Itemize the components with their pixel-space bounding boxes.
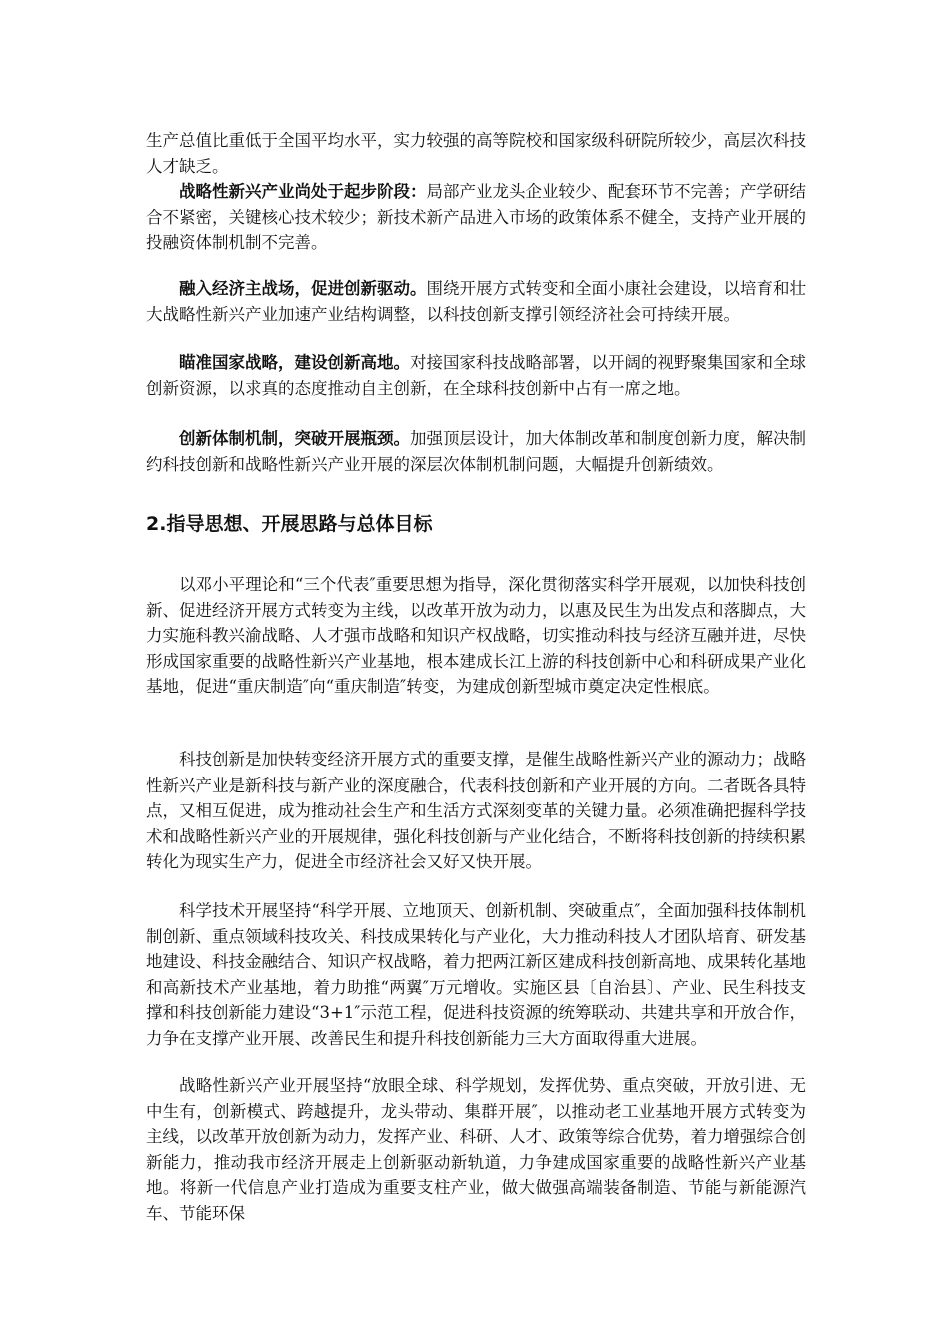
paragraph-7 — [146, 747, 806, 875]
paragraph-1-text: 生产总值比重低于全国平均水平，实力较强的高等院校和国家级科研院所较少，高层次科技人才缺乏。 — [146, 131, 806, 176]
paragraph-2-text: 局部产业龙头企业较少、配套环节不完善；产学研结合不紧密，关键核心技术较少；新技术新产品进入市场的政策体系不健全，支持产业开展的投融资体制机制不完善。 — [146, 182, 806, 252]
paragraph-3 — [146, 276, 806, 327]
paragraph-9-text: 战略性新兴产业开展坚持“放眼全球、科学规划，发挥优势、重点突破，开放引进、无中生有，创新模式、跨越提升，龙头带动、集群开展″，以推动老工业基地开展方式转变为主线，以改革开放创新为动力，发挥产业、科研、人才、政策等综合优势，着力增强综合创新能力，推动我市经济开展走上创新驱动新轨道，力争建成国家重要的战略性新兴产业基地。将新一代信息产业打造成为重要支柱产业，做大做强高端装备制造、节能与新能源汽车、节能环保 — [146, 1076, 806, 1223]
paragraph-1 — [146, 128, 806, 179]
paragraph-5-lead: 创新体制机制，突破开展瓶颈。 — [179, 429, 410, 448]
paragraph-6 — [146, 572, 806, 700]
paragraph-8-text: 科学技术开展坚持“科学开展、立地顶天、创新机制、突破重点″，全面加强科技体制机制创新、重点领域科技攻关、科技成果转化与产业化，大力推动科技人才团队培育、研发基地建设、科技金融结合、知识产权战略，着力把两江新区建成科技创新高地、成果转化基地和高新技术产业基地，着力助推“两翼″万元增收。实施区县〔自治县〕、产业、民生科技支撑和科技创新能力建设“3+1″示范工程，促进科技资源的统筹联动、共建共享和开放合作，力争在支撑产业开展、改善民生和提升科技创新能力三大方面取得重大进展。 — [146, 901, 806, 1048]
paragraph-8 — [146, 898, 806, 1051]
paragraph-4-text: 对接国家科技战略部署，以开阔的视野聚集国家和全球创新资源，以求真的态度推动自主创新，在全球科技创新中占有一席之地。 — [146, 353, 806, 398]
paragraph-6-text: 以邓小平理论和“三个代表″重要思想为指导，深化贯彻落实科学开展观，以加快科技创新、促进经济开展方式转变为主线，以改革开放为动力，以惠及民生为出发点和落脚点，大力实施科教兴渝战略、人才强市战略和知识产权战略，切实推动科技与经济互融并进，尽快形成国家重要的战略性新兴产业基地，根本建成长江上游的科技创新中心和科研成果产业化基地，促进“重庆制造″向“重庆制造″转变，为建成创新型城市奠定决定性根底。 — [146, 575, 806, 696]
paragraph-4 — [146, 350, 806, 401]
paragraph-4-lead: 瞄准国家战略，建设创新高地。 — [179, 353, 410, 372]
paragraph-5 — [146, 426, 806, 477]
paragraph-5-text: 加强顶层设计，加大体制改革和制度创新力度，解决制约科技创新和战略性新兴产业开展的深层次体制机制问题，大幅提升创新绩效。 — [146, 429, 806, 474]
paragraph-3-lead: 融入经济主战场，促进创新驱动。 — [179, 279, 427, 298]
section-heading: 2.指导思想、开展思路与总体目标 — [146, 513, 433, 535]
paragraph-2 — [146, 179, 806, 256]
paragraph-9 — [146, 1073, 806, 1226]
paragraph-3-text: 围绕开展方式转变和全面小康社会建设，以培育和壮大战略性新兴产业加速产业结构调整，以科技创新支撑引领经济社会可持续开展。 — [146, 279, 806, 324]
paragraph-2-lead: 战略性新兴产业尚处于起步阶段： — [179, 182, 427, 201]
paragraph-7-text: 科技创新是加快转变经济开展方式的重要支撑，是催生战略性新兴产业的源动力；战略性新兴产业是新科技与新产业的深度融合，代表科技创新和产业开展的方向。二者既各具特点，又相互促进，成为推动社会生产和生活方式深刻变革的关键力量。必须准确把握科学技术和战略性新兴产业的开展规律，强化科技创新与产业化结合，不断将科技创新的持续积累转化为现实生产力，促进全市经济社会又好又快开展。 — [146, 750, 806, 871]
